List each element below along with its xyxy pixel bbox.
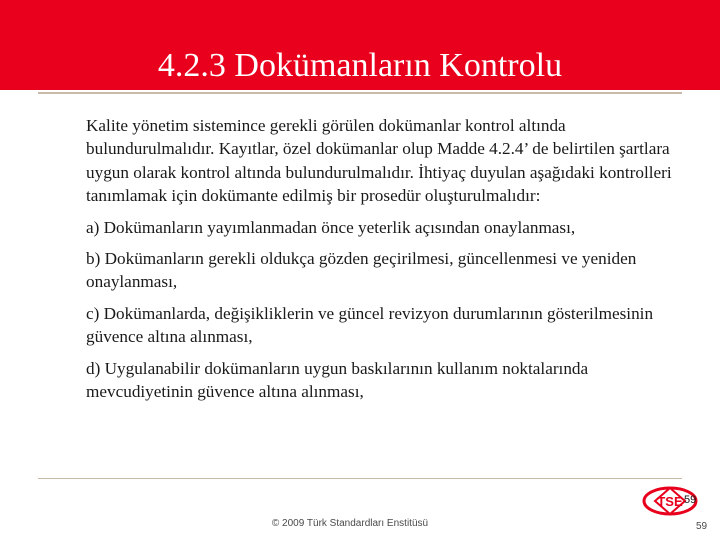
- logo-text: TSE: [657, 494, 683, 509]
- slide-title: 4.2.3 Dokümanların Kontrolu: [157, 47, 563, 84]
- title-divider: [38, 92, 682, 94]
- list-item-c: c) Dokümanlarda, değişikliklerin ve güncel revizyon durumlarının gösterilmesinin güvence altına alınması,: [86, 303, 654, 347]
- list-item-d: d) Uygulanabilir dokümanların uygun baskılarının kullanım noktalarında mevcudiyetinin güvence altına alınması,: [86, 358, 589, 402]
- footer-divider: [38, 478, 682, 479]
- intro-paragraph: Kalite yönetim sistemince gerekli görülen dokümanlar kontrol altında bulundurulmalıdır. Kayıtlar, özel dokümanlar olup Madde 4.2.4’ de belirtilen şartlara uygun olarak kontrol altında bulundurulmalıdır. İhtiyaç duyulan aşağıdaki kontrolleri tanımlamak için dokümante edilmiş bir prosedür oluşturulmalıdır:: [86, 116, 672, 206]
- logo-number: 59: [684, 494, 697, 506]
- title-band: [0, 0, 720, 90]
- copyright-text: © 2009 Türk Standardları Enstitüsü: [271, 518, 429, 529]
- page-number: 59: [696, 521, 708, 532]
- list-item-b: b) Dokümanların gerekli oldukça gözden geçirilmesi, güncellenmesi ve yeniden onaylanması,: [86, 249, 637, 292]
- list-item-a: a) Dokümanların yayımlanmadan önce yeterlik açısından onaylanması,: [86, 217, 576, 237]
- slide-body: [86, 114, 676, 411]
